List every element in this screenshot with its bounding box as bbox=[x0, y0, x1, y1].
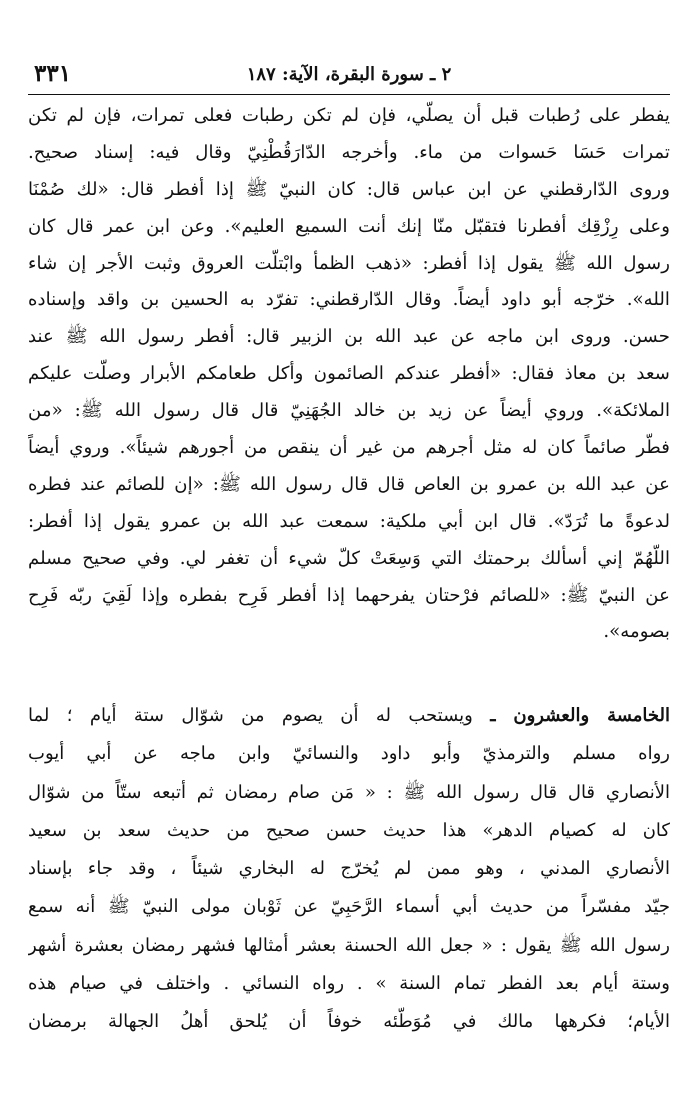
section-first-line bbox=[28, 697, 670, 735]
text-line: جيّد مفسّراً من حديث أبي أسماء الرَّحَبِيّ عن ثَوْبان مولى النبيّ ﷺ أنه سمع bbox=[28, 896, 670, 918]
text-line: تمرات حَسَا حَسوات من ماء. وأخرجه الدّارَقُطْنِيّ وقال فيه: إسناد صحيح. bbox=[28, 141, 670, 163]
page-header bbox=[28, 58, 670, 95]
text-line: عن النبيّ ﷺ: «للصائم فرْحتان يفرحهما إذا أفطر فَرِح بفطره وإذا لَقِيَ ربّه فَرِح bbox=[28, 584, 670, 606]
text-line: وعلى رِزْقِك أفطرنا فتقبّل منّا إنك أنت السميع العليم». وعن ابن عمر قال كان bbox=[28, 215, 670, 237]
text-line: سعد بن معاذ فقال: «أفطر عندكم الصائمون وأكل طعامكم الأبرار وصلّت عليكم bbox=[28, 363, 670, 385]
text-line: رسول الله ﷺ يقول : « جعل الله الحسنة بعشر أمثالها فشهر رمضان بعشرة أشهر bbox=[28, 934, 670, 956]
text-line: كان له كصيام الدهر» هذا حديث حسن صحيح من حديث سعد بن سعيد bbox=[28, 819, 670, 841]
text-line: وروى الدّارقطني عن ابن عباس قال: كان النبيّ ﷺ إذا أفطر قال: «لك صُمْنَا bbox=[28, 178, 670, 200]
text-block-2 bbox=[28, 697, 670, 1042]
text-line: عن عبد الله بن عمرو بن العاص قال قال رسول الله ﷺ: «إن للصائم عند فطره bbox=[28, 473, 670, 495]
section-heading: الخامسة والعشرون ـ bbox=[490, 705, 670, 726]
text-line: الملائكة». وروي أيضاً عن زيد بن خالد الجُهَنِيّ قال قال رسول الله ﷺ: «من bbox=[28, 400, 670, 422]
text-line: حسن. وروى ابن ماجه عن عبد الله بن الزبير قال: أفطر رسول الله ﷺ عند bbox=[28, 326, 670, 348]
text-line: رواه مسلم والترمذيّ وأبو داود والنسائيّ وابن ماجه عن أبي أيوب bbox=[28, 743, 670, 765]
text-line: وستة أيام بعد الفطر تمام السنة » . رواه النسائي . واختلف في صيام هذه bbox=[28, 973, 670, 995]
text-line: لدعوةً ما تُرَدّ». قال ابن أبي ملكية: سمعت عبد الله بن عمرو يقول إذا أفطر: bbox=[28, 510, 670, 532]
page-number: ٣٣١ bbox=[34, 60, 72, 87]
text-line: يفطر على رُطبات قبل أن يصلّي، فإن لم تكن رطبات فعلى تمرات، فإن لم تكن bbox=[28, 105, 670, 126]
text-line: فطّر صائماً كان له مثل أجرهم من غير أن ينقص من أجورهم شيئاً». وروي أيضاً bbox=[28, 437, 670, 459]
text-line: الأيام؛ فكرهها مالك في مُوَطّئه خوفاً أن يُلحق أهلُ الجهالة برمضان bbox=[28, 1011, 670, 1033]
section-first-line-text: ويستحب له أن يصوم من شوّال ستة أيام ؛ لما bbox=[28, 705, 491, 726]
text-line: الأنصاري قال قال رسول الله ﷺ : « مَن صام رمضان ثم أتبعه ستّاً من شوّال bbox=[28, 781, 670, 803]
text-line: الله». خرّجه أبو داود أيضاً. وقال الدّارقطني: تفرّد به الحسين بن واقد وإسناده bbox=[28, 289, 670, 311]
text-line: اللّهُمّ إني أسألك برحمتك التي وَسِعَتْ كلّ شيء أن تغفر لي. وفي صحيح مسلم bbox=[28, 547, 670, 569]
text-line: الأنصاري المدني ، وهو ممن لم يُخرّج له البخاري شيئاً ، وقد جاء بإسناد bbox=[28, 858, 670, 880]
text-line: بصومه». bbox=[603, 621, 670, 643]
text-line: رسول الله ﷺ يقول إذا أفطر: «ذهب الظمأ وابْتلّت العروق وثبت الأجر إن شاء bbox=[28, 252, 670, 274]
running-title: ٢ ـ سورة البقرة، الآية: ١٨٧ bbox=[246, 64, 452, 85]
text-block-1 bbox=[28, 98, 670, 651]
